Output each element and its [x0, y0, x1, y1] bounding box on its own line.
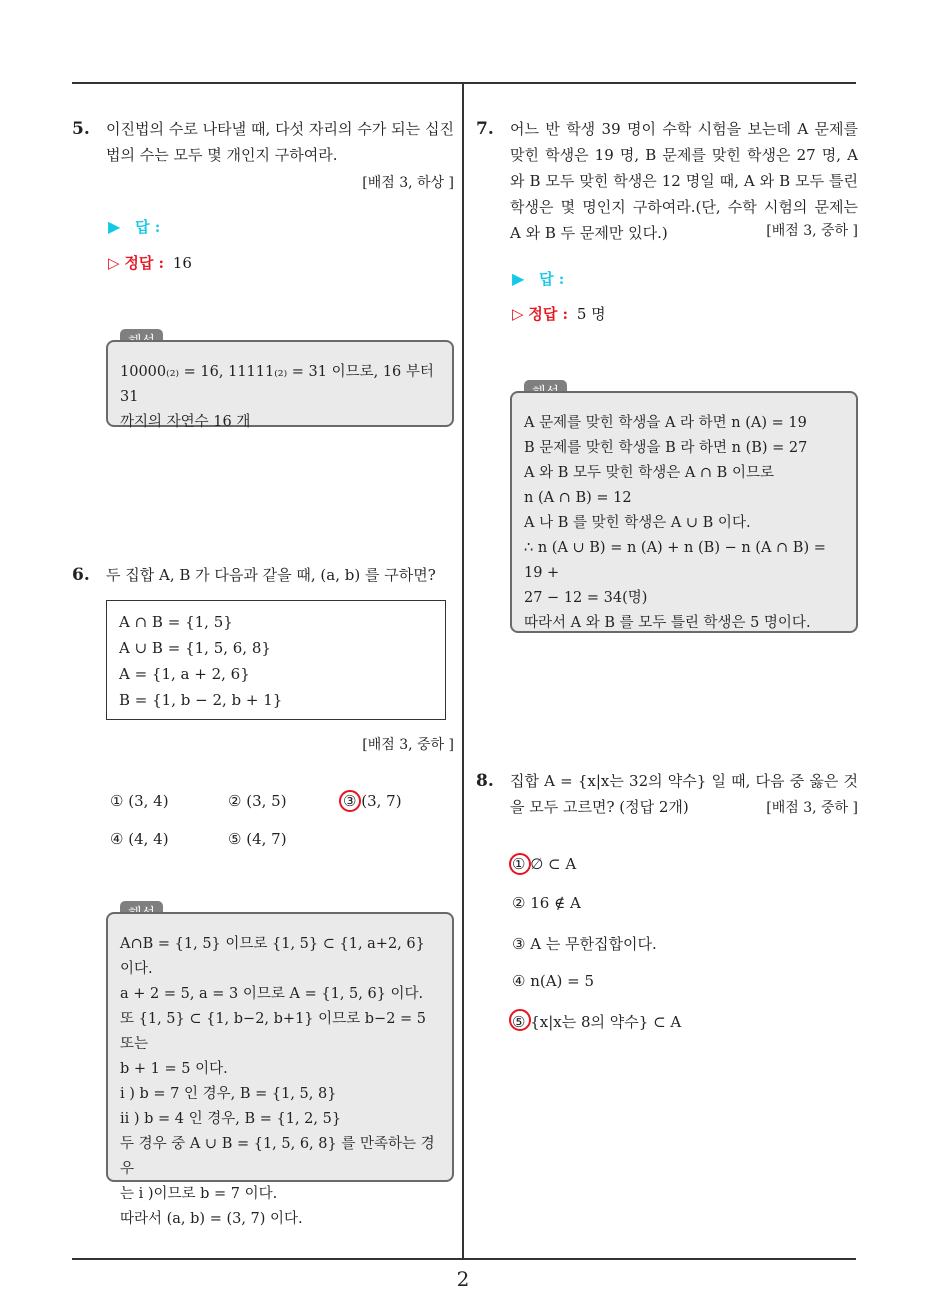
expl-line: 따라서 A 와 B 를 모두 틀린 학생은 5 명이다.: [524, 615, 811, 631]
q8-text: 집합 A = {x|x는 32의 약수} 일 때, 다음 중 옳은 것을 모두 고르면? (정답 2개): [510, 772, 858, 816]
expl-line: a + 2 = 5, a = 3 이므로 A = {1, 5, 6} 이다.: [120, 986, 424, 1002]
expl-line: 10000₍₂₎ = 16, 11111₍₂₎ = 31 이므로, 16 부터 31: [120, 364, 434, 405]
q6-choice-4[interactable]: ④ (4, 4): [110, 830, 169, 848]
q6-explanation: [106, 912, 454, 1227]
expl-line: 27 − 12 = 34(명): [524, 590, 648, 606]
top-rule: [72, 82, 856, 84]
expl-line: A 나 B 를 맞힌 학생은 A ∪ B 이다.: [524, 515, 751, 531]
expl-line: 따라서 (a, b) = (3, 7) 이다.: [120, 1211, 303, 1227]
q6-score: [배점 3, 중하 ]: [362, 737, 454, 753]
q8-item-4[interactable]: ④ n(A) = 5: [512, 972, 595, 990]
set-line: A = {1, a + 2, 6}: [119, 665, 250, 683]
play-triangle-icon: ▶: [108, 217, 121, 236]
q5-text: 이진법의 수로 나타낼 때, 다섯 자리의 수가 되는 십진법의 수는 모두 몇 개인지 구하여라.: [106, 120, 454, 164]
q5-answer-line: [108, 216, 160, 237]
expl-line: ii ) b = 4 인 경우, B = {1, 2, 5}: [120, 1111, 342, 1127]
q8-item-2[interactable]: ② 16 ∉ A: [512, 894, 581, 912]
q8-number: 8.: [476, 771, 494, 791]
set-line: B = {1, b − 2, b + 1}: [119, 691, 283, 709]
q5-answer-label: 답 :: [135, 218, 161, 236]
expl-line: A 와 B 모두 맞힌 학생은 A ∩ B 이므로: [524, 465, 774, 481]
expl-line: ∴ n (A ∪ B) = n (A) + n (B) − n (A ∩ B) = 19 +: [524, 540, 826, 581]
q8-correct-circle-1: [509, 853, 531, 875]
expl-line: 까지의 자연수 16 개: [120, 414, 251, 430]
expl-line: b + 1 = 5 이다.: [120, 1061, 228, 1077]
q8-score: [배점 3, 중하 ]: [766, 800, 858, 816]
page-number: 2: [456, 1267, 470, 1291]
expl-line: n (A ∩ B) = 12: [524, 490, 632, 506]
set-line: A ∩ B = {1, 5}: [119, 613, 233, 631]
expl-line: A∩B = {1, 5} 이므로 {1, 5} ⊂ {1, a+2, 6} 이다.: [120, 936, 425, 977]
expl-line: 두 경우 중 A ∪ B = {1, 5, 6, 8} 를 만족하는 경우: [120, 1136, 435, 1177]
q7-number: 7.: [476, 119, 494, 139]
outline-triangle-icon: ▷: [512, 305, 524, 323]
q5-correct-line: [108, 252, 192, 273]
q5-explanation: [106, 340, 454, 430]
q7-answer-line: [512, 268, 564, 289]
expl-line: i ) b = 7 인 경우, B = {1, 5, 8}: [120, 1086, 337, 1102]
q7-answer-label: 답 :: [539, 270, 565, 288]
q8-item-3[interactable]: ③ A 는 무한집합이다.: [512, 935, 657, 953]
outline-triangle-icon: ▷: [108, 254, 120, 272]
q7-explanation: [510, 391, 858, 633]
q6-number: 6.: [72, 565, 90, 585]
q8-item-5[interactable]: ⑤ {x|x는 8의 약수} ⊂ A: [512, 1013, 682, 1031]
q7-text: 어느 반 학생 39 명이 수학 시험을 보는데 A 문제를 맞힌 학생은 19 명, B 문제를 맞힌 학생은 27 명, A 와 B 모두 맞힌 학생은 12 명일 때, A 와 B 모두 틀린 학생은 몇 명인지 구하여라.(단, 수학 시험의 문제는 A 와 B 두 문제만 있다.): [510, 120, 858, 242]
q7-correct-label: 정답 :: [528, 305, 569, 323]
bottom-rule: [72, 1258, 856, 1260]
expl-line: A 문제를 맞힌 학생을 A 라 하면 n (A) = 19: [524, 415, 807, 431]
column-divider: [462, 84, 464, 1260]
q8-item-1[interactable]: ① ∅ ⊂ A: [512, 855, 577, 873]
expl-line: 는 i )이므로 b = 7 이다.: [120, 1186, 278, 1202]
q5-correct-label: 정답 :: [124, 254, 165, 272]
q6-choice-5[interactable]: ⑤ (4, 7): [228, 830, 287, 848]
q8-correct-circle-5: [509, 1009, 531, 1031]
q5-correct-value: 16: [172, 254, 192, 272]
q6-choice-3[interactable]: ③ (3, 7): [343, 792, 402, 810]
q7-score: [배점 3, 중하 ]: [766, 223, 858, 239]
q7-correct-line: [512, 303, 606, 324]
q6-choice-1[interactable]: ① (3, 4): [110, 792, 169, 810]
q6-correct-circle: [339, 790, 361, 812]
q5-score: [배점 3, 하상 ]: [362, 175, 454, 191]
q7-correct-value: 5 명: [576, 305, 606, 323]
expl-line: 또 {1, 5} ⊂ {1, b−2, b+1} 이므로 b−2 = 5 또는: [120, 1011, 427, 1052]
expl-line: B 문제를 맞힌 학생을 B 라 하면 n (B) = 27: [524, 440, 808, 456]
q5-number: 5.: [72, 119, 90, 139]
q6-choice-2[interactable]: ② (3, 5): [228, 792, 287, 810]
q6-set-box: [106, 600, 446, 720]
q6-text: 두 집합 A, B 가 다음과 같을 때, (a, b) 를 구하면?: [106, 566, 436, 584]
set-line: A ∪ B = {1, 5, 6, 8}: [119, 639, 271, 657]
play-triangle-icon: ▶: [512, 269, 525, 288]
